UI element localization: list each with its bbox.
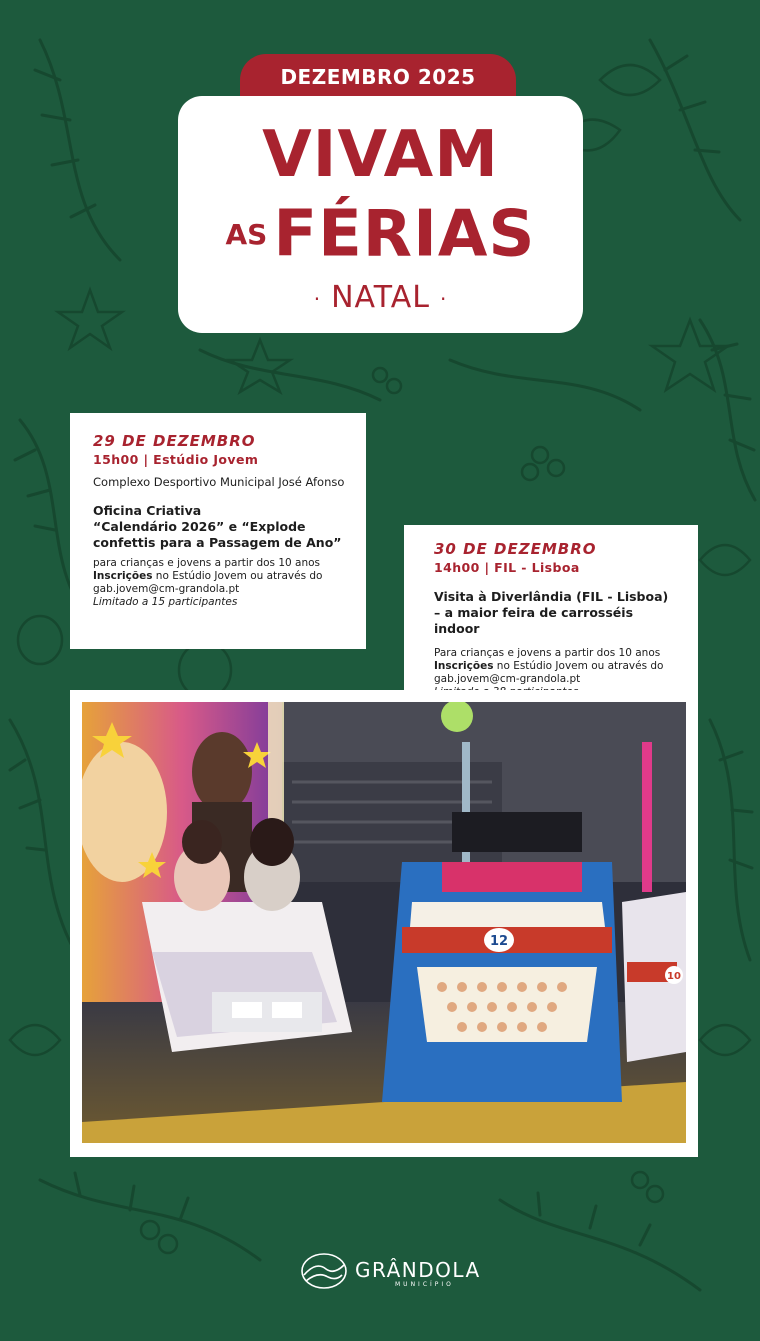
title-card [178,96,583,333]
event-audience: para crianças e jovens a partir dos 10 anos [93,557,321,569]
registration-text: no Estúdio Jovem ou através do gab.jovem@cm-grandola.pt [93,570,323,595]
event-limit: Limitado a 15 participantes [93,596,238,608]
event-title-line1: Visita à Diverlândia (FIL - Lisboa) [434,589,669,604]
event-registration [434,660,680,686]
event-title [93,503,346,551]
event-title [434,589,680,637]
title-ferias: FÉRIAS [273,197,536,272]
grandola-municipality-logo [300,1251,481,1295]
title-as: AS [225,217,268,251]
event-date: 29 DE DEZEMBRO [93,432,256,450]
event-registration [93,570,346,596]
event-time-place: 14h00 | FIL - Lisboa [434,560,580,575]
title-natal [178,280,583,317]
logo-subtitle: MUNICÍPIO [395,1281,454,1288]
registration-label: Inscrições [434,660,494,672]
natal-dot-right: · [439,286,448,311]
event-title-line2: “Calendário 2026” e “Explode confettis para a Passagem de Ano” [93,519,342,550]
month-badge: DEZEMBRO 2025 [240,54,516,110]
natal-label: NATAL [331,280,430,315]
logo-name: GRÂNDOLA [355,1258,481,1282]
event-title-line1: Oficina Criativa [93,503,202,518]
registration-text: no Estúdio Jovem ou através do gab.jovem@cm-grandola.pt [434,660,664,685]
photo-frame [70,690,698,1157]
side-number: 10 [667,971,681,982]
event-time-place: 15h00 | Estúdio Jovem [93,452,259,467]
natal-dot-left: · [313,286,322,311]
title-as-ferias [178,199,583,270]
event-card-dec-29 [70,413,366,649]
car-number: 12 [489,934,509,949]
registration-label: Inscrições [93,570,153,582]
title-vivam: VIVAM [262,118,499,192]
event-location: Complexo Desportivo Municipal José Afonso [93,475,345,489]
grandola-logo-icon [300,1251,348,1291]
event-audience: Para crianças e jovens a partir dos 10 anos [434,647,661,659]
event-date: 30 DE DEZEMBRO [434,540,597,558]
carousel-ride-photo [82,702,686,1143]
event-title-line2: – a maior feira de carrosséis indoor [434,605,634,636]
event-card-dec-30 [404,525,698,690]
